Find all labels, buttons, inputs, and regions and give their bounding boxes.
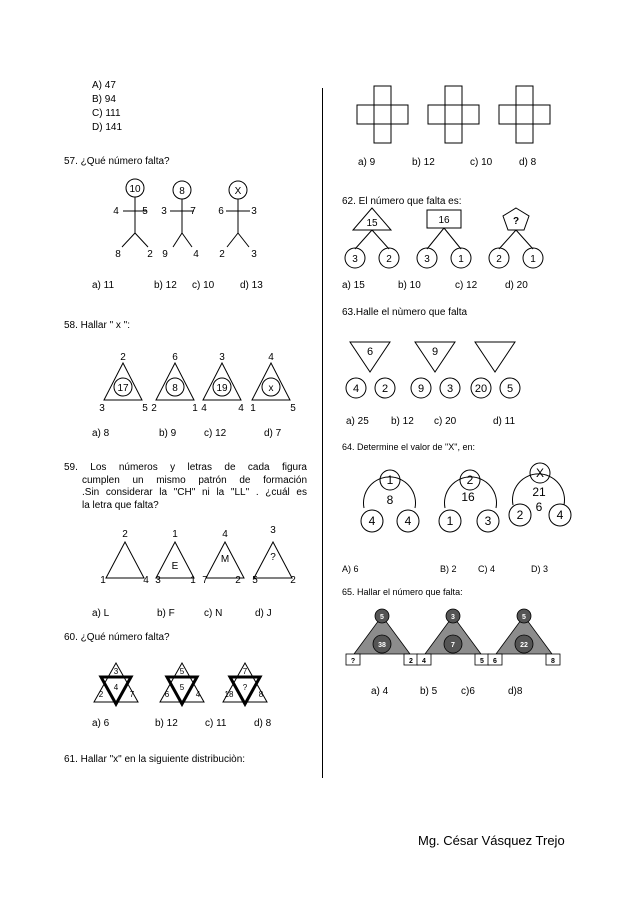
q62-f3-top: ? xyxy=(512,216,520,227)
q63-f1-left: 4 xyxy=(352,383,360,395)
option-a: A) 47 xyxy=(92,80,116,91)
q58-triangle-2 xyxy=(156,363,194,400)
q64-f3-center-2: 6 xyxy=(535,500,543,514)
q64-figures xyxy=(350,455,580,545)
q58-f3-top: 3 xyxy=(219,352,225,363)
q59-f2-left: 3 xyxy=(155,575,161,586)
q57-option-b: b) 12 xyxy=(154,280,177,291)
q58-triangle-1 xyxy=(104,363,142,400)
q59-line-2: cumplen un mismo patrón de formación xyxy=(82,474,307,486)
q62-option-d: d) 20 xyxy=(505,280,528,291)
q65-option-d: d)8 xyxy=(508,686,523,697)
option-d: D) 141 xyxy=(92,122,123,133)
q62-f2-right: 1 xyxy=(458,254,464,265)
q58-f2-top: 6 xyxy=(172,352,178,363)
q64-f2-top: 2 xyxy=(466,473,474,487)
q63-option-b: b) 12 xyxy=(391,416,414,427)
q65-option-c: c)6 xyxy=(461,686,475,697)
q65-f1-right: 2 xyxy=(409,658,413,665)
q64-f1-left: 4 xyxy=(368,514,376,528)
q57-f1-arm-r: 5 xyxy=(142,206,148,217)
q64-f2-left: 1 xyxy=(446,514,454,528)
author-footer: Mg. César Vásquez Trejo xyxy=(418,833,565,848)
q64-f3-center: 21 xyxy=(532,485,546,499)
q64-f3-right: 4 xyxy=(556,508,564,522)
q62-f3-left: 2 xyxy=(496,254,502,265)
q57-option-a: a) 11 xyxy=(92,280,115,291)
q64-option-d: D) 3 xyxy=(531,564,549,574)
q58-triangles xyxy=(95,350,305,415)
q59-option-b: b) F xyxy=(157,608,175,619)
q63-f1-right: 2 xyxy=(381,383,389,395)
q57-question: 57. ¿Qué número falta? xyxy=(64,156,170,167)
q58-option-c: c) 12 xyxy=(204,428,227,439)
q58-f1-center: 17 xyxy=(117,383,129,394)
q60-f2-center: 5 xyxy=(179,683,185,692)
q57-f2-arm-r: 7 xyxy=(190,206,196,217)
q61-cross-figures xyxy=(355,84,575,150)
q62-option-c: c) 12 xyxy=(455,280,478,291)
q59-option-c: c) N xyxy=(204,608,223,619)
q63-question: 63.Halle el nùmero que falta xyxy=(342,307,468,318)
q65-f2-left: 4 xyxy=(422,658,426,665)
q62-trees xyxy=(335,206,565,274)
q60-f3-left: 18 xyxy=(224,690,234,699)
q57-f3-arm-r: 3 xyxy=(251,206,257,217)
q58-triangle-3 xyxy=(203,363,241,400)
q65-f3-center: 22 xyxy=(520,642,528,649)
q65-f3-left: 6 xyxy=(493,658,497,665)
q61-option-a: a) 9 xyxy=(358,157,376,168)
q60-f1-left: 2 xyxy=(98,690,104,699)
q59-f1-right: 4 xyxy=(143,575,149,586)
q60-f2-top: 5 xyxy=(179,667,185,676)
q59-f3-left: 7 xyxy=(202,575,208,586)
q59-f4-top: 3 xyxy=(270,525,276,536)
q64-option-c: C) 4 xyxy=(478,564,496,574)
q62-option-b: b) 10 xyxy=(398,280,421,291)
q57-f1-arm-l: 4 xyxy=(113,206,119,217)
option-b: B) 94 xyxy=(92,94,116,105)
q58-triangle-4 xyxy=(252,363,290,400)
q58-f3-right: 4 xyxy=(238,403,244,414)
q63-triangle-3 xyxy=(475,342,515,372)
q61-option-d: d) 8 xyxy=(519,157,537,168)
q60-option-b: b) 12 xyxy=(155,718,178,729)
q57-f2-leg-l: 9 xyxy=(162,249,168,260)
q58-f4-top: 4 xyxy=(268,352,274,363)
q61-cross-1 xyxy=(357,86,408,143)
q58-question: 58. Hallar " x ": xyxy=(64,320,131,331)
q62-f1-left: 3 xyxy=(352,254,358,265)
q62-f1-top: 15 xyxy=(366,218,378,229)
q59-f3-center: M xyxy=(220,554,230,565)
q59-option-a: a) L xyxy=(92,608,110,619)
q64-f1-center: 8 xyxy=(386,493,394,507)
q57-f1-head: 10 xyxy=(129,184,141,195)
q64-f1-top: 1 xyxy=(386,473,394,487)
q65-f1-center: 38 xyxy=(378,642,386,649)
q57-f3-leg-r: 3 xyxy=(251,249,257,260)
q60-f1-center: 4 xyxy=(113,683,119,692)
q58-f4-center: x xyxy=(268,383,274,394)
q58-f2-left: 2 xyxy=(151,403,157,414)
q62-f3-right: 1 xyxy=(530,254,536,265)
q60-f3-center: ? xyxy=(242,683,248,692)
q65-f1-top: 5 xyxy=(380,614,384,621)
q64-question: 64. Determine el valor de "X", en: xyxy=(342,442,475,452)
q62-option-a: a) 15 xyxy=(342,280,365,291)
q59-f1-top: 2 xyxy=(122,529,128,540)
q58-f1-right: 5 xyxy=(142,403,148,414)
q59-line-3: .Sin considerar la "CH" ni la "LL" . ¿cuál es xyxy=(82,487,307,498)
q60-f1-top: 3 xyxy=(113,667,119,676)
q60-option-d: d) 8 xyxy=(254,718,272,729)
q65-f3-right: 8 xyxy=(551,658,555,665)
q60-f3-top: 7 xyxy=(242,667,248,676)
q57-f2-head: 8 xyxy=(179,186,185,197)
q64-f2-right: 3 xyxy=(484,514,492,528)
q57-stick-figures xyxy=(95,175,275,265)
q61-question: 61. Hallar "x" en la siguiente distribuciòn: xyxy=(64,754,246,765)
q64-f3-left: 2 xyxy=(516,508,524,522)
q64-f3-top: X xyxy=(535,466,545,480)
q59-option-d: d) J xyxy=(255,608,272,619)
q63-f1-top: 6 xyxy=(366,346,374,358)
q60-f2-left: 6 xyxy=(164,690,170,699)
q65-f1-left: ? xyxy=(350,658,356,665)
q57-f3-arm-l: 6 xyxy=(218,206,224,217)
q63-f2-right: 3 xyxy=(446,383,454,395)
q59-line-1: 59. Los números y letras de cada figura xyxy=(64,462,307,473)
q63-f2-top: 9 xyxy=(431,346,439,358)
q59-f4-center: ? xyxy=(270,552,276,563)
q58-f2-right: 1 xyxy=(192,403,198,414)
q59-question xyxy=(64,462,307,512)
q60-f2-right: 4 xyxy=(195,690,201,699)
q65-f2-center: 7 xyxy=(451,642,455,649)
q63-f3-right: 5 xyxy=(506,383,514,395)
q58-f1-left: 3 xyxy=(99,403,105,414)
q62-f2-left: 3 xyxy=(424,254,430,265)
q62-question: 62. El número que falta es: xyxy=(342,196,462,207)
q63-option-a: a) 25 xyxy=(346,416,369,427)
q59-f2-right: 1 xyxy=(190,575,196,586)
q60-triangles xyxy=(85,660,285,708)
q63-option-c: c) 20 xyxy=(434,416,457,427)
q58-f4-left: 1 xyxy=(250,403,256,414)
q61-option-c: c) 10 xyxy=(470,157,493,168)
q59-f4-left: 5 xyxy=(252,575,258,586)
q63-option-d: d) 11 xyxy=(493,416,516,427)
q59-triangles xyxy=(95,520,310,588)
q58-f3-center: 19 xyxy=(216,383,228,394)
q65-f3-top: 5 xyxy=(522,614,526,621)
q57-f3-head: X xyxy=(234,186,242,197)
q65-f2-top: 3 xyxy=(451,614,455,621)
q62-f1-right: 2 xyxy=(386,254,392,265)
column-divider xyxy=(322,88,323,778)
q59-f2-top: 1 xyxy=(172,529,178,540)
q60-f1-right: 7 xyxy=(129,690,135,699)
q58-f1-top: 2 xyxy=(120,352,126,363)
q58-f3-left: 4 xyxy=(201,403,207,414)
q65-option-a: a) 4 xyxy=(371,686,389,697)
q58-option-d: d) 7 xyxy=(264,428,282,439)
q61-cross-3 xyxy=(499,86,550,143)
q59-triangle-1 xyxy=(106,542,144,578)
q61-option-b: b) 12 xyxy=(412,157,435,168)
q64-f1-right: 4 xyxy=(404,514,412,528)
q65-question: 65. Hallar el número que falta: xyxy=(342,587,463,597)
q62-f2-top: 16 xyxy=(438,215,450,226)
q64-f2-center: 16 xyxy=(461,490,475,504)
q63-figures xyxy=(335,338,535,400)
q57-f1-leg-l: 8 xyxy=(115,249,121,260)
q57-f3-leg-l: 2 xyxy=(219,249,225,260)
q61-cross-2 xyxy=(428,86,479,143)
q65-figures xyxy=(340,606,565,668)
q57-f2-arm-l: 3 xyxy=(161,206,167,217)
q63-f2-left: 9 xyxy=(417,383,425,395)
q58-f2-center: 8 xyxy=(172,383,178,394)
q60-question: 60. ¿Qué número falta? xyxy=(64,632,170,643)
q63-f3-left: 20 xyxy=(474,383,488,395)
q59-f3-top: 4 xyxy=(222,529,228,540)
q60-option-a: a) 6 xyxy=(92,718,110,729)
q64-option-b: B) 2 xyxy=(440,564,457,574)
q65-option-b: b) 5 xyxy=(420,686,438,697)
q57-f1-leg-r: 2 xyxy=(147,249,153,260)
q65-f2-right: 5 xyxy=(480,658,484,665)
q57-f2-leg-r: 4 xyxy=(193,249,199,260)
q58-option-b: b) 9 xyxy=(159,428,177,439)
q58-option-a: a) 8 xyxy=(92,428,110,439)
option-c: C) 111 xyxy=(92,108,121,119)
q59-f4-right: 2 xyxy=(290,575,296,586)
q57-option-d: d) 13 xyxy=(240,280,263,291)
q59-f2-center: E xyxy=(171,561,179,572)
q59-f1-left: 1 xyxy=(100,575,106,586)
q60-option-c: c) 11 xyxy=(205,718,227,729)
q59-line-4: la letra que falta? xyxy=(82,499,159,511)
q60-f3-right: 8 xyxy=(258,690,264,699)
q59-f3-right: 2 xyxy=(235,575,241,586)
q57-option-c: c) 10 xyxy=(192,280,215,291)
q64-option-a: A) 6 xyxy=(342,564,359,574)
q58-f4-right: 5 xyxy=(290,403,296,414)
q59-triangle-2 xyxy=(156,542,194,578)
